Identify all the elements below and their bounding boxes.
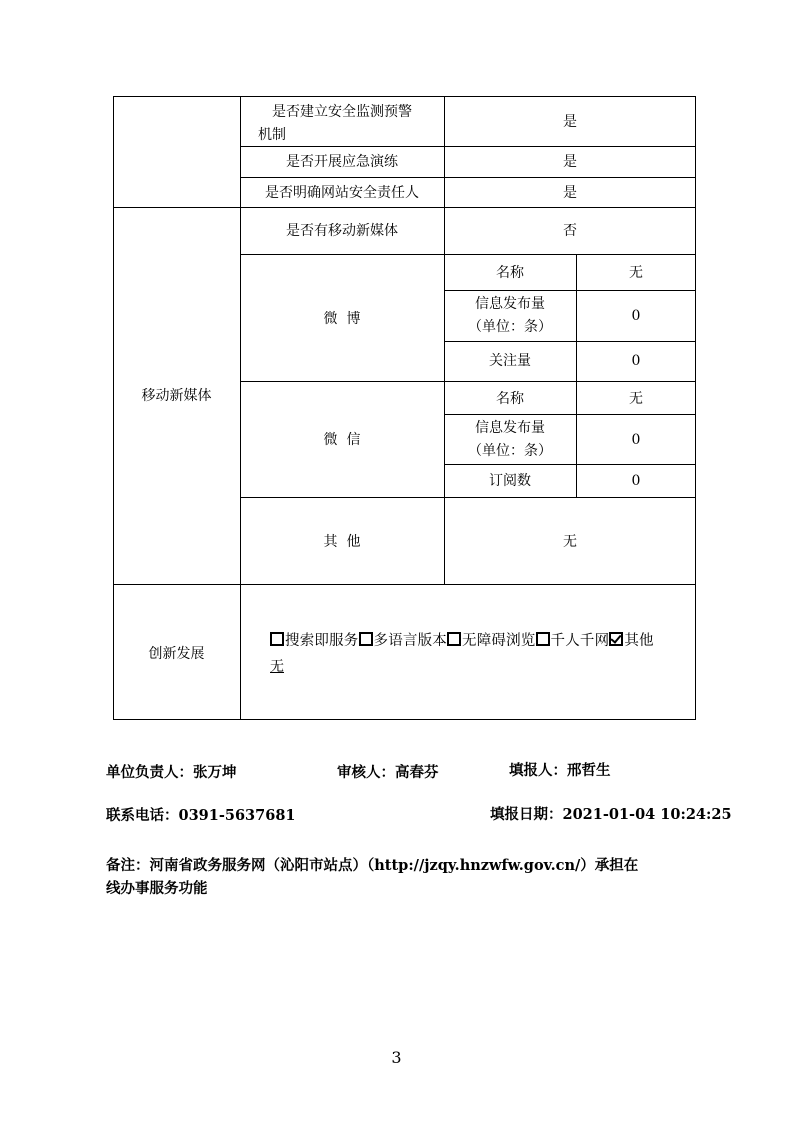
wechat-posts-value: 0 <box>631 432 641 448</box>
other-value: 无 <box>563 534 577 550</box>
weibo-posts-label-line1: 信息发布量 <box>475 296 545 312</box>
filler: 填报人：邢哲生 <box>509 762 611 779</box>
reviewer: 审核人：高春芬 <box>337 764 439 781</box>
checkbox-label-4: 其他 <box>624 633 654 649</box>
checkbox-3[interactable] <box>536 632 550 646</box>
checkbox-label-0: 搜索即服务 <box>285 633 359 649</box>
weibo-name-value: 无 <box>629 265 643 281</box>
checkbox-1[interactable] <box>359 632 373 646</box>
weibo-follow-value: 0 <box>631 353 641 369</box>
weibo-posts-value: 0 <box>631 308 641 324</box>
monitor-label-line2: 机制 <box>258 127 286 143</box>
innovation-section-label: 创新发展 <box>148 646 205 662</box>
wechat-label: 微 信 <box>323 432 361 448</box>
wechat-subscribe-value: 0 <box>631 473 641 489</box>
wechat-posts-label-line2: （单位：条） <box>468 443 552 459</box>
weibo-follow-label: 关注量 <box>489 353 531 369</box>
contact-phone: 联系电话：0391-5637681 <box>106 807 296 824</box>
mobile-section-label: 移动新媒体 <box>141 388 212 404</box>
has-mobile-label: 是否有移动新媒体 <box>286 223 398 239</box>
weibo-name-label: 名称 <box>496 265 524 281</box>
responsible-value: 是 <box>563 185 577 201</box>
drill-value: 是 <box>563 154 577 170</box>
weibo-label: 微 博 <box>323 311 361 327</box>
wechat-posts-label-line1: 信息发布量 <box>475 420 545 436</box>
note-line1: 备注：河南省政务服务网（沁阳市站点）（http://jzqy.hnzwfw.gov.cn/）承担在 <box>106 857 639 874</box>
checkbox-0[interactable] <box>270 632 284 646</box>
has-mobile-value: 否 <box>563 223 577 239</box>
checkbox-4[interactable] <box>609 632 623 646</box>
checkbox-label-2: 无障碍浏览 <box>462 633 536 649</box>
drill-label: 是否开展应急演练 <box>286 154 398 170</box>
weibo-posts-label-line2: （单位：条） <box>468 319 552 335</box>
innovation-options <box>270 632 654 650</box>
checkbox-label-3: 千人千网 <box>550 633 610 649</box>
checkbox-label-1: 多语言版本 <box>373 633 447 649</box>
wechat-name-label: 名称 <box>496 391 524 407</box>
unit-head: 单位负责人：张万坤 <box>106 764 237 781</box>
wechat-subscribe-label: 订阅数 <box>489 473 531 489</box>
monitor-label-line1: 是否建立安全监测预警 <box>272 104 412 120</box>
monitor-value: 是 <box>563 114 577 130</box>
innovation-other-text: 无 <box>270 659 284 675</box>
wechat-name-value: 无 <box>629 391 643 407</box>
note-line2: 线办事服务功能 <box>106 880 208 897</box>
other-label: 其 他 <box>323 534 361 550</box>
responsible-label: 是否明确网站安全责任人 <box>265 185 419 201</box>
fill-date: 填报日期：2021-01-04 10:24:25 <box>490 806 732 823</box>
page-number: 3 <box>391 1048 402 1067</box>
checkbox-2[interactable] <box>447 632 461 646</box>
